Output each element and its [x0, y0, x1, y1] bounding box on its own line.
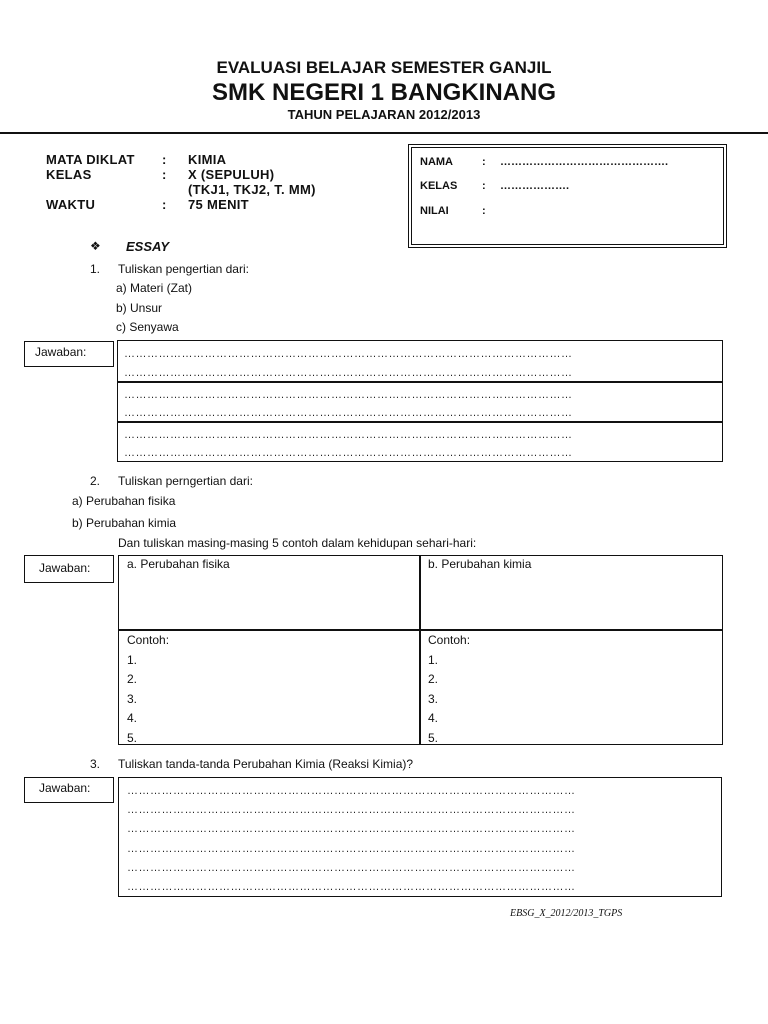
q1-number: 1.	[90, 262, 101, 276]
nama-colon: :	[482, 156, 486, 168]
nama-field[interactable]: ……………………………………….	[500, 156, 669, 168]
waktu-value: 75 MENIT	[188, 197, 249, 212]
mata-diklat-label: MATA DIKLAT	[46, 152, 135, 167]
q2-answer-label: Jawaban:	[24, 555, 114, 583]
contoh-item-3: 3.	[428, 691, 439, 706]
waktu-label: WAKTU	[46, 197, 96, 212]
contoh-item-1: 1.	[127, 652, 138, 667]
section-title: ESSAY	[126, 239, 170, 254]
q2-number: 2.	[90, 474, 101, 488]
q1-item-a: a) Materi (Zat)	[116, 281, 193, 295]
q1-text: Tuliskan pengertian dari:	[118, 262, 249, 276]
q1-dotted-line: ………………………………………………………………………………………………………	[124, 367, 573, 379]
q2-instruction: Dan tuliskan masing-masing 5 contoh dalam kehidupan sehari-hari:	[118, 536, 477, 550]
nilai-label: NILAI	[420, 205, 449, 217]
kelas-colon: :	[482, 180, 486, 192]
q1-dotted-line: ………………………………………………………………………………………………………	[124, 348, 573, 360]
contoh-item-2: 2.	[127, 672, 138, 686]
q2-col-b-title: b. Perubahan kimia	[428, 557, 532, 571]
exam-title: EVALUASI BELAJAR SEMESTER GANJIL	[216, 58, 552, 77]
contoh-item-4: 4.	[127, 711, 138, 725]
contoh-label: Contoh:	[428, 633, 471, 647]
q2-col-b-header[interactable]	[419, 555, 723, 631]
q1-answer-divider	[118, 381, 722, 383]
q2-col-a-header[interactable]	[118, 555, 421, 631]
kelas-field[interactable]: ……………….	[500, 180, 570, 192]
q2-text: Tuliskan perngertian dari:	[118, 474, 253, 488]
diamond-bullet-icon: ❖	[90, 239, 101, 253]
q3-answer-area[interactable]	[118, 777, 722, 897]
contoh-label: Contoh:	[127, 633, 170, 647]
academic-year: TAHUN PELAJARAN 2012/2013	[287, 107, 481, 122]
q1-answer-divider	[118, 421, 722, 423]
q1-item-c: c) Senyawa	[116, 320, 179, 334]
q3-number: 3.	[90, 757, 101, 771]
contoh-item-2: 2.	[428, 672, 439, 686]
contoh-item-1: 1.	[428, 652, 439, 667]
kelas-value: X (SEPULUH)	[188, 167, 275, 182]
q2-col-a-examples[interactable]	[118, 629, 421, 745]
q3-dotted-line: ………………………………………………………………………………………………………	[127, 862, 576, 874]
q3-answer-label: Jawaban:	[24, 777, 114, 803]
q1-answer-label: Jawaban:	[24, 341, 114, 367]
q2-item-a: a) Perubahan fisika	[72, 494, 176, 508]
q3-dotted-line: ………………………………………………………………………………………………………	[127, 843, 576, 855]
q3-dotted-line: ………………………………………………………………………………………………………	[127, 823, 576, 835]
contoh-item-5: 5.	[428, 730, 439, 745]
student-kelas-label: KELAS	[420, 180, 458, 192]
q1-dotted-line: ………………………………………………………………………………………………………	[124, 407, 573, 419]
q1-dotted-line: ………………………………………………………………………………………………………	[124, 389, 573, 401]
q1-answer-area[interactable]	[117, 340, 723, 462]
q3-dotted-line: ………………………………………………………………………………………………………	[127, 785, 576, 797]
mata-diklat-value: KIMIA	[188, 152, 227, 167]
q3-text: Tuliskan tanda-tanda Perubahan Kimia (Reaksi Kimia)?	[118, 757, 414, 771]
nilai-colon: :	[482, 205, 486, 217]
q3-dotted-line: ………………………………………………………………………………………………………	[127, 881, 576, 893]
kelas-label: KELAS	[46, 167, 92, 182]
nama-label: NAMA	[420, 156, 453, 168]
q2-col-a-title: a. Perubahan fisika	[127, 557, 230, 571]
q1-dotted-line: ………………………………………………………………………………………………………	[124, 429, 573, 441]
q3-dotted-line: ………………………………………………………………………………………………………	[127, 804, 576, 816]
school-name: SMK NEGERI 1 BANGKINANG	[211, 79, 557, 106]
contoh-item-3: 3.	[127, 691, 138, 706]
q2-item-b: b) Perubahan kimia	[72, 516, 177, 530]
q1-item-b: b) Unsur	[116, 301, 163, 315]
q1-dotted-line: ………………………………………………………………………………………………………	[124, 447, 573, 459]
header-divider	[0, 132, 768, 134]
kelas-sub: (TKJ1, TKJ2, T. MM)	[188, 182, 316, 197]
info-colon: :	[162, 197, 167, 212]
info-colon: :	[162, 152, 167, 167]
info-colon: :	[162, 167, 167, 182]
q2-col-b-examples[interactable]	[419, 629, 723, 745]
contoh-item-4: 4.	[428, 711, 439, 725]
document-code: EBSG_X_2012/2013_TGPS	[510, 908, 623, 919]
contoh-item-5: 5.	[127, 730, 138, 745]
